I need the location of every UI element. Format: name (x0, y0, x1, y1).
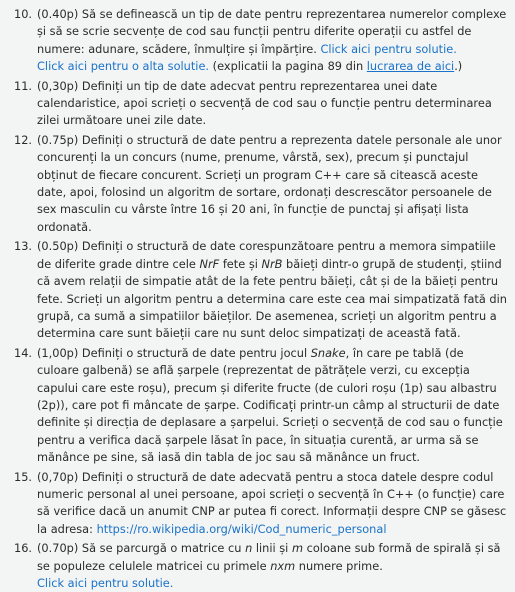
exercise-text: coloane sub formă de spirală și să se populeze celulele matricei cu primele (37, 541, 501, 573)
exercise-text: Să se definească un tip de date pentru reprezentarea numerelor complexe și să se scrie secvențe de cod sau funcții pentru diferite operații cu astfel de numere: adunare, scădere, înmulțire și împărțire. (37, 7, 507, 56)
exercise-text: Definiți o structură de date pentru jocul (81, 345, 308, 360)
exercise-13 (0, 238, 509, 342)
exercise-text: numere prime. (298, 558, 383, 573)
exercise-text: linii și (255, 541, 289, 556)
exercise-12 (0, 132, 509, 236)
variable-nrf: NrF (199, 256, 220, 271)
exercise-points: (0.70p) (37, 541, 79, 556)
exercise-text-end: .) (454, 59, 463, 74)
exercise-points: (0,30p) (37, 78, 79, 93)
variable-nxm: nxm (270, 558, 296, 573)
exercise-14 (0, 345, 509, 467)
cnp-wikipedia-link[interactable]: https://ro.wikipedia.org/wiki/Cod_numeric_personal (96, 521, 387, 536)
exercise-text-note: (explicatii la pagina 89 din (212, 59, 364, 74)
exercise-text: Definiți o structură de date corespunzătoare pentru a memora simpatiile de diferite grade dintre cele (37, 239, 496, 271)
exercise-points: (0.40p) (37, 7, 79, 21)
variable-n: n (245, 541, 253, 556)
exercise-11 (0, 78, 509, 130)
exercise-text: fete și (222, 256, 258, 271)
exercise-text: , în care pe tablă (de culoare galbenă) se află șarpele (reprezentat de pătrățele verzi, cu excepția capului care este roșu), precum și diferite fructe (de culori roșu (1p) sau albastru (2p)), care pot fi mâncate de șarpe. Codificați printr-un câmp al structurii de date definite și direcția de deplasare a șarpelui. Scrieți o secvență de cod sau o funcție pentru a verifica dacă șarpele lăsat în pace, în situația curentă, ar urma să se mănânce pe sine, să iasă din tabla de joc sau să mănânce un fruct. (37, 345, 503, 465)
variable-nrb: NrB (261, 256, 283, 271)
game-name: Snake (310, 345, 346, 360)
exercise-number: 16. (14, 541, 33, 556)
exercise-number: 15. (14, 469, 33, 484)
exercise-points: (1,00p) (37, 345, 79, 360)
solution-link[interactable]: Click aici pentru solutie. (37, 576, 174, 590)
exercise-text: Să se parcurgă o matrice cu (81, 541, 242, 556)
exercise-10 (0, 6, 509, 76)
exercise-16 (0, 540, 509, 592)
exercise-15 (0, 469, 509, 539)
exercise-list (0, 6, 509, 592)
exercise-number: 11. (14, 78, 33, 93)
exercise-number: 14. (14, 345, 33, 360)
variable-m: m (291, 541, 304, 556)
exercise-points: (0.50p) (37, 239, 79, 254)
exercise-number: 13. (14, 239, 33, 254)
exercise-text: Definiți un tip de date adecvat pentru reprezentarea unei date calendaristice, apoi scrieți o secvență de cod sau o funcție pentru determinarea zilei următoare unei zile date. (37, 78, 492, 128)
exercise-number: 10. (14, 7, 33, 21)
paper-link[interactable]: lucrarea de aici (366, 59, 455, 74)
exercise-number: 12. (14, 132, 33, 147)
solution-link[interactable]: Click aici pentru solutie. (320, 41, 457, 56)
alternate-solution-link[interactable]: Click aici pentru o alta solutie. (37, 59, 210, 74)
exercise-points: (0,70p) (37, 469, 79, 484)
exercise-text: Definiți o structură de date pentru a reprezenta datele personale ale unor concurenți la un concurs (nume, prenume, vârstă, sex), precum și punctajul obținut de fiecare concurent. Scrieți un program C++ care să citească aceste date, apoi, folosind un algoritm de sortare, ordonați descrescător persoanele de sex masculin cu vârste între 16 și 20 ani, în funcție de punctaj și afișați lista ordonată. (37, 132, 502, 234)
exercise-text: băieți dintr-o grupă de studenți, știind că avem relații de simpatie atât de la fete pentru băieți, cât și de la băieți pentru fete. Scrieți un algoritm pentru a determina care este cea mai simpatizată fată din grupă, ca sumă a simpatiilor băieților. De asemenea, scrieți un algoritm pentru a determina care sunt băieții care nu sunt deloc simpatizați de această fată. (37, 256, 507, 341)
exercise-text: Definiți o structură de date adecvată pentru a stoca datele despre codul numeric personal al unei persoane, apoi scrieți o secvență în C++ (o funcție) care să verifice dacă un anumit CNP ar putea fi corect. Informații despre CNP se găsesc la adresa: (37, 469, 507, 536)
exercise-points: (0.75p) (37, 132, 79, 147)
